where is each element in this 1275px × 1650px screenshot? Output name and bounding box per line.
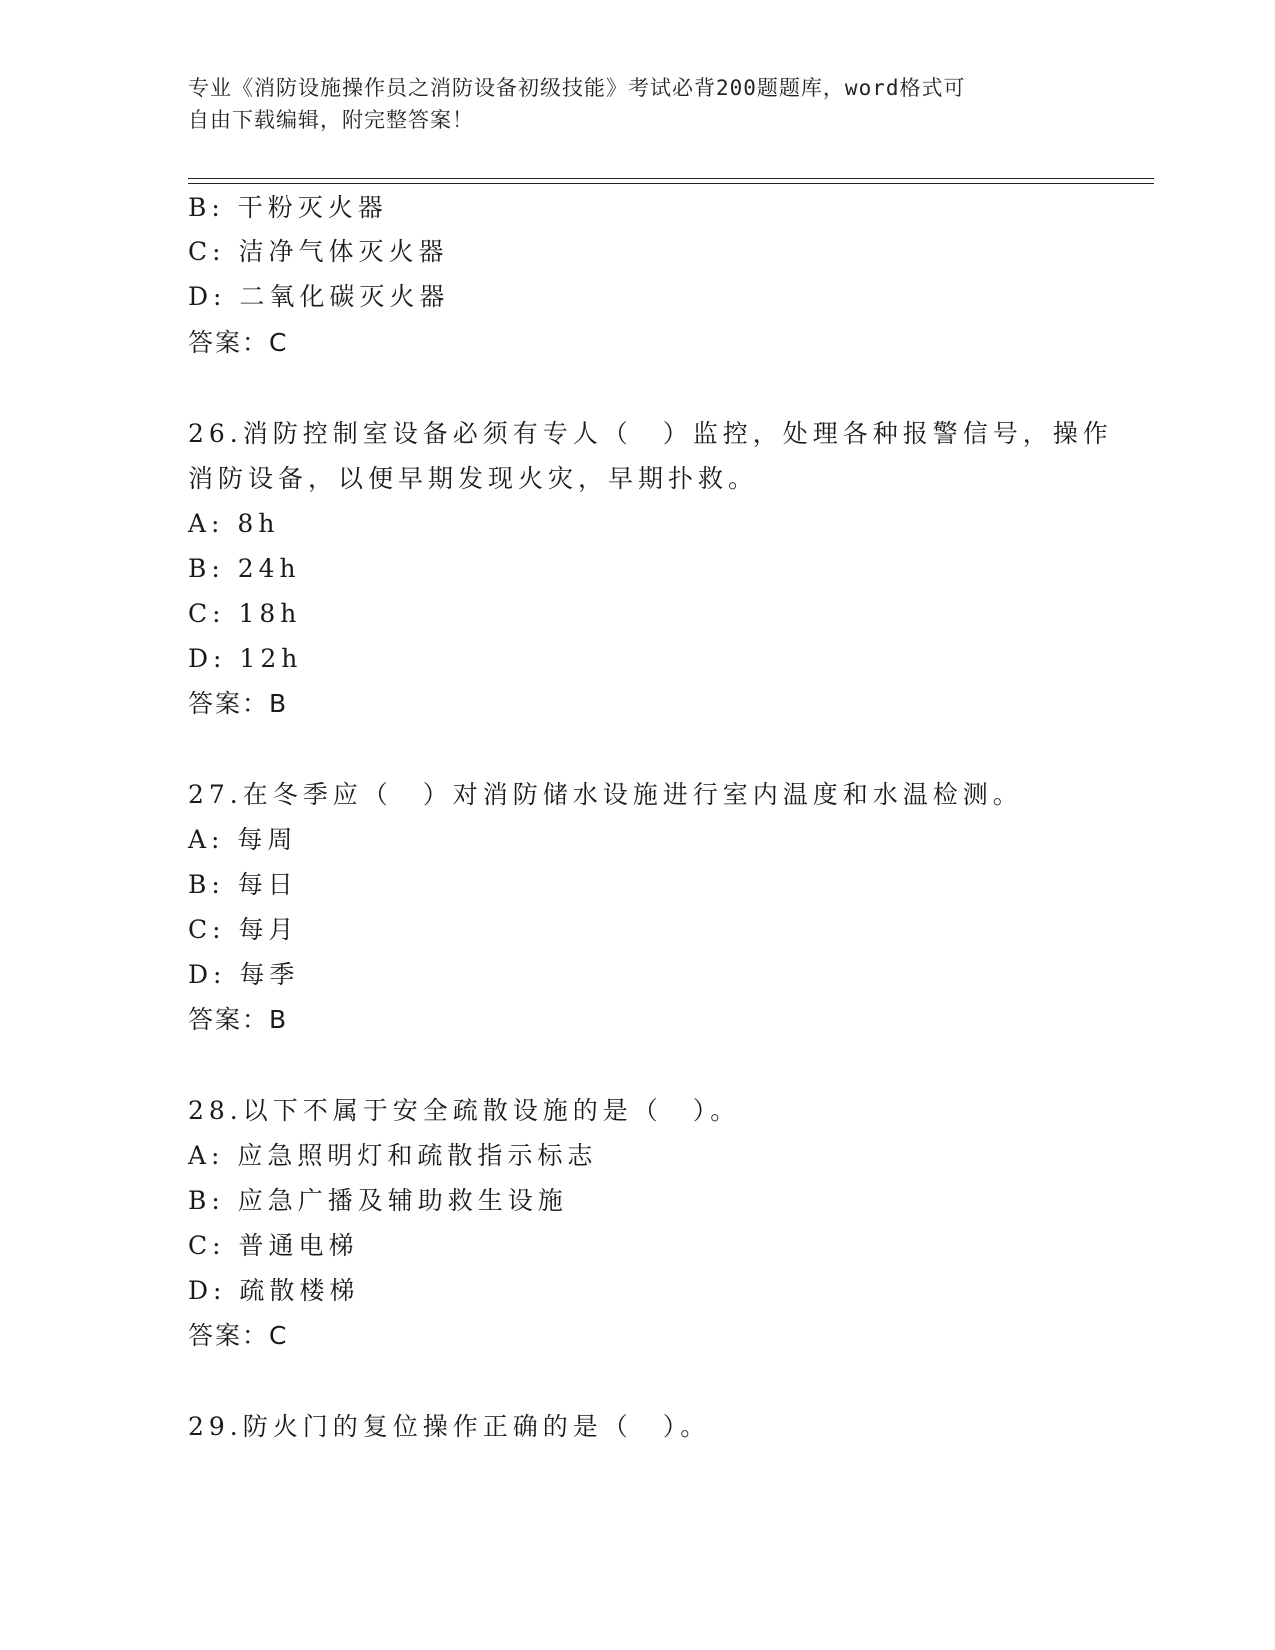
q27-option-a: A: 每周 bbox=[188, 825, 298, 854]
q27-option-c: C: 每月 bbox=[188, 915, 299, 944]
q27-answer: 答案：B bbox=[188, 1005, 289, 1034]
header-line-1: 专业《消防设施操作员之消防设备初级技能》考试必背200题题库，word格式可 bbox=[188, 76, 966, 100]
q26-option-b: B: 24h bbox=[188, 554, 301, 583]
q29-stem: 29.防火门的复位操作正确的是（ ）。 bbox=[188, 1412, 711, 1441]
header-divider-top bbox=[188, 178, 1154, 179]
q26-answer: 答案：B bbox=[188, 689, 289, 718]
q26-stem-line-2: 消防设备，以便早期发现火灾，早期扑救。 bbox=[188, 464, 759, 493]
q28-option-c: C: 普通电梯 bbox=[188, 1231, 359, 1260]
q25-option-c: C: 洁净气体灭火器 bbox=[188, 237, 449, 266]
header-line-2: 自由下载编辑，附完整答案！ bbox=[188, 108, 474, 132]
q26-option-c: C: 18h bbox=[188, 599, 302, 628]
q28-option-b: B: 应急广播及辅助救生设施 bbox=[188, 1186, 568, 1215]
q28-option-a: A: 应急照明灯和疏散指示标志 bbox=[188, 1141, 598, 1170]
header-divider-bottom bbox=[188, 183, 1154, 184]
q26-option-a: A: 8h bbox=[188, 509, 280, 538]
q27-stem: 27.在冬季应（ ）对消防储水设施进行室内温度和水温检测。 bbox=[188, 780, 1023, 809]
q26-option-d: D: 12h bbox=[188, 644, 303, 673]
q28-answer: 答案：C bbox=[188, 1321, 289, 1350]
document-header bbox=[188, 72, 1088, 136]
q27-option-d: D: 每季 bbox=[188, 960, 300, 989]
q25-option-d: D: 二氧化碳灭火器 bbox=[188, 282, 450, 311]
q28-stem: 28.以下不属于安全疏散设施的是（ ）。 bbox=[188, 1096, 741, 1125]
q26-stem-line-1: 26.消防控制室设备必须有专人（ ）监控，处理各种报警信号，操作 bbox=[188, 419, 1113, 448]
q28-option-d: D: 疏散楼梯 bbox=[188, 1276, 360, 1305]
q25-option-b: B: 干粉灭火器 bbox=[188, 193, 388, 222]
q27-option-b: B: 每日 bbox=[188, 870, 298, 899]
q25-answer: 答案：C bbox=[188, 328, 289, 357]
